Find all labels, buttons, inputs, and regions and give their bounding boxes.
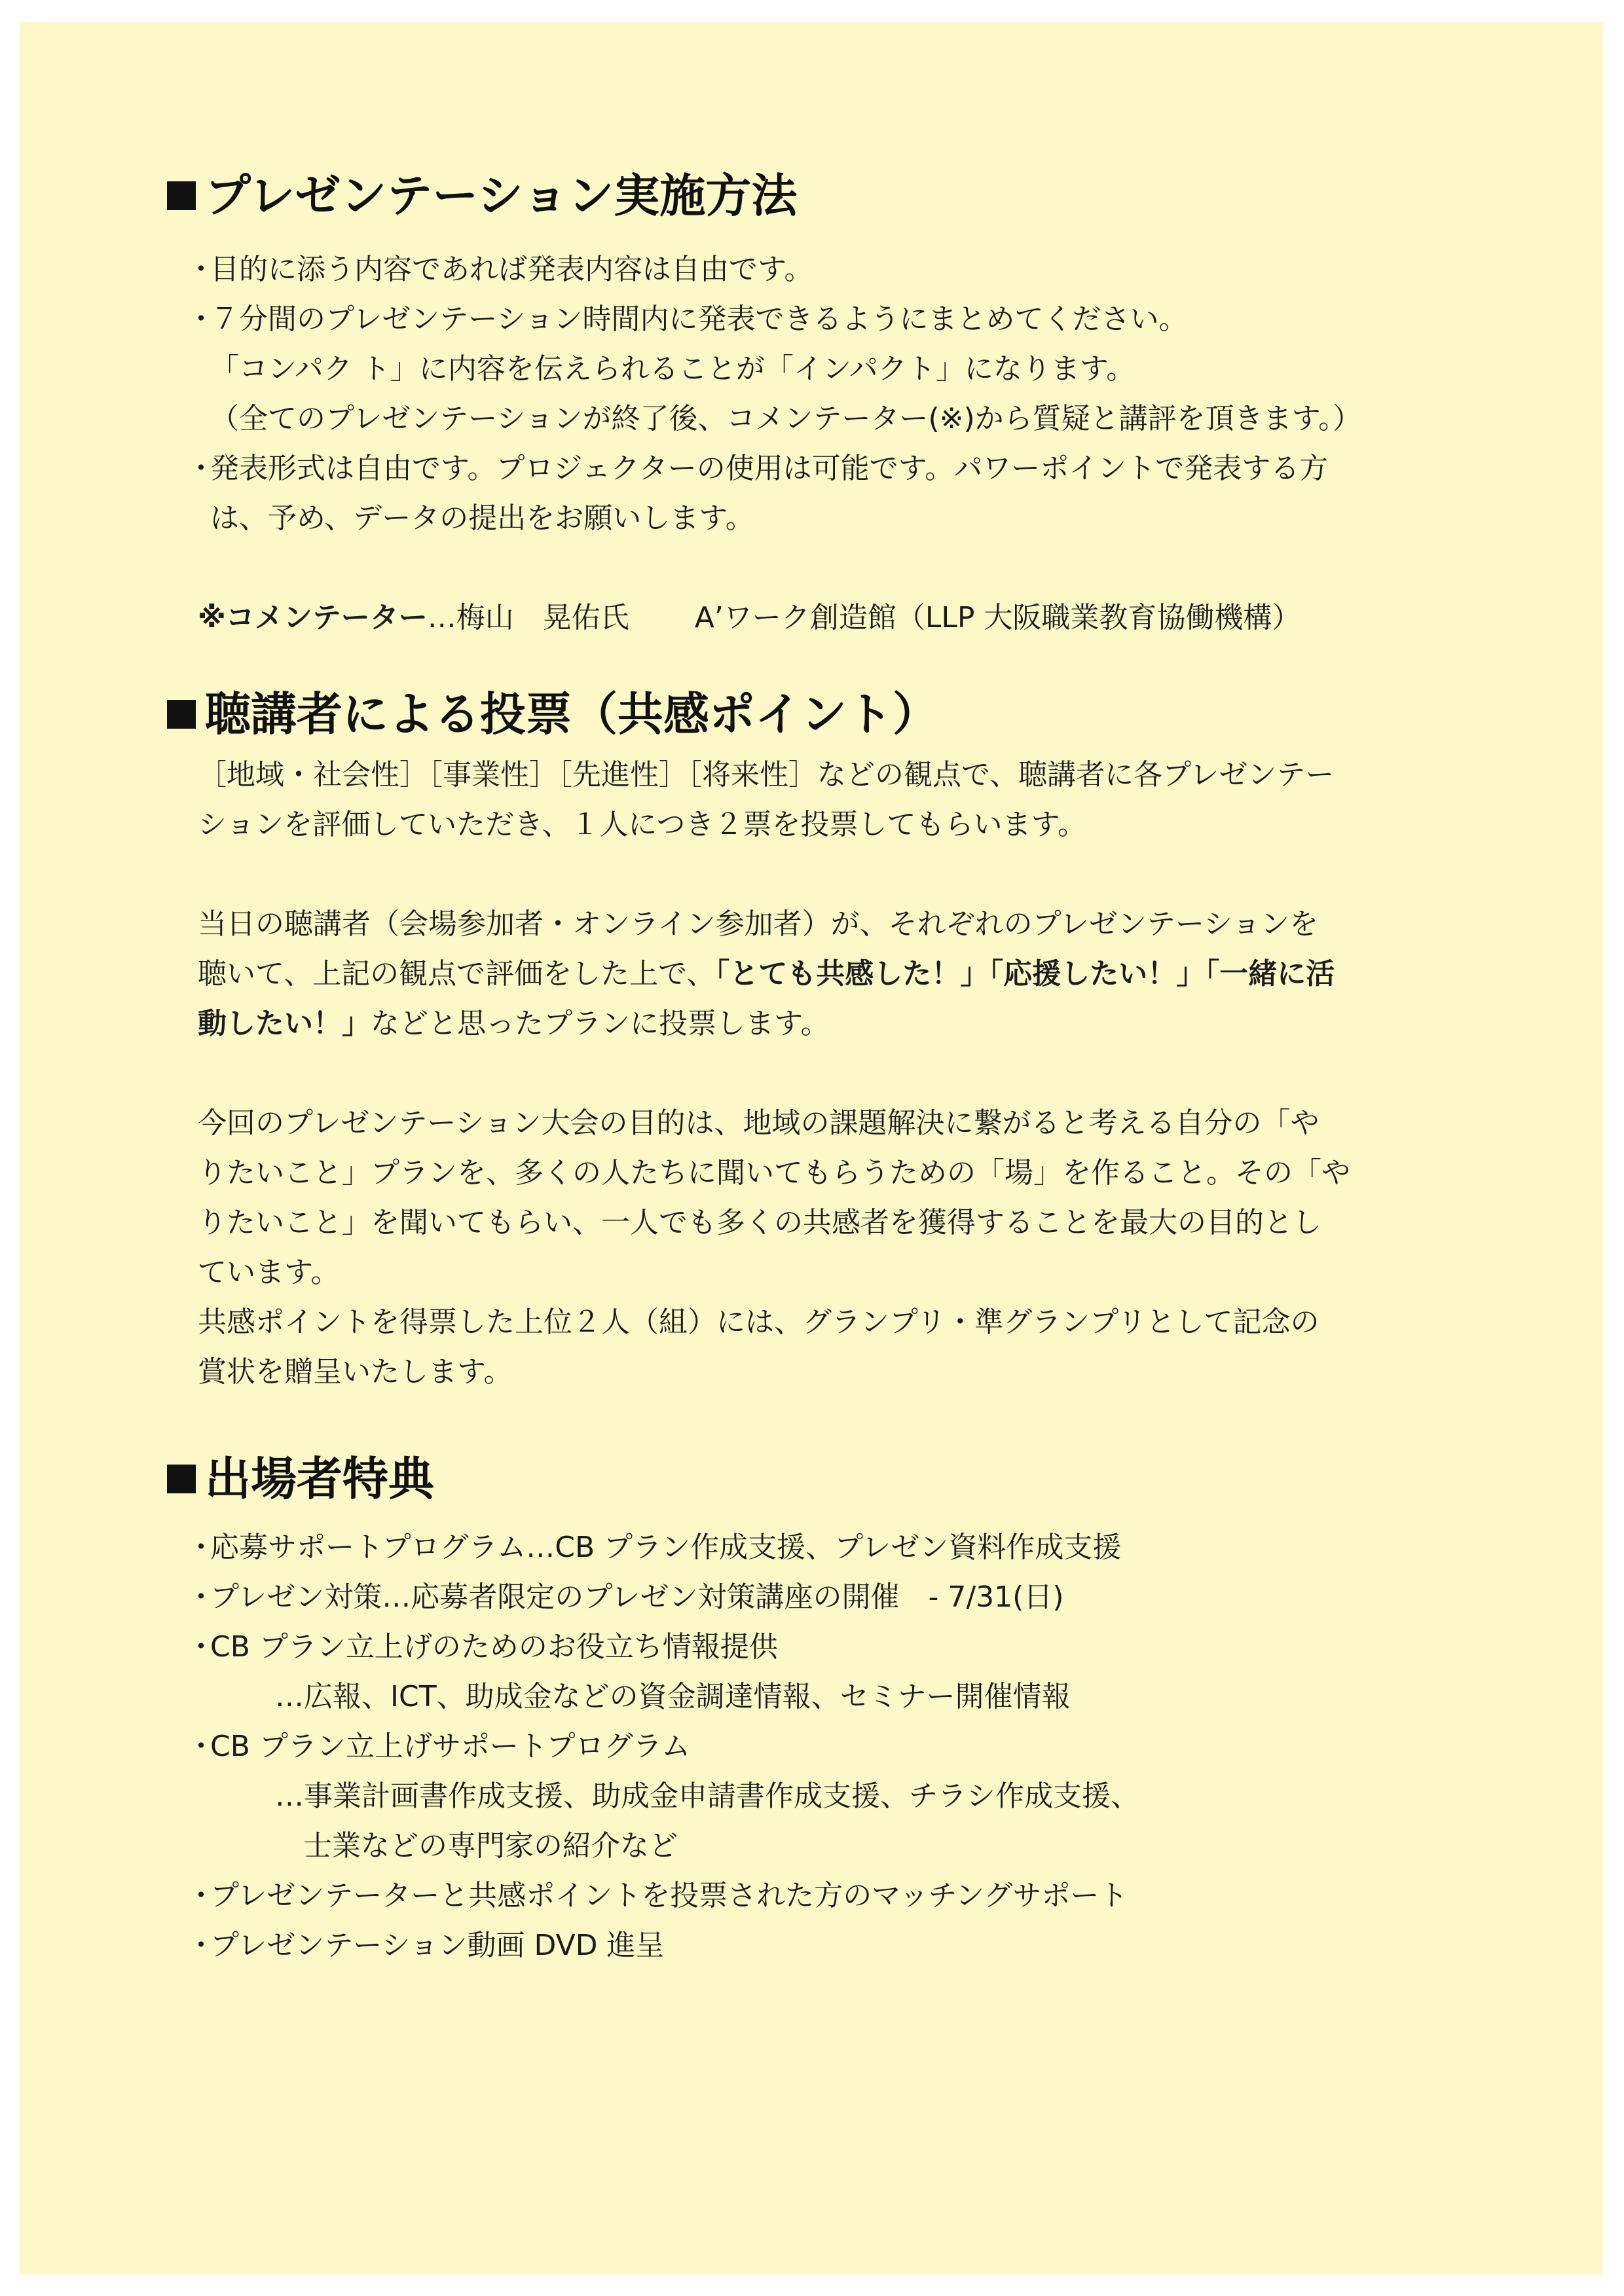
bullet-icon: ・ xyxy=(187,1879,215,1912)
heading-square-icon xyxy=(167,1465,196,1493)
commentator-line xyxy=(151,593,1526,643)
bullet-icon: ・ xyxy=(187,1531,215,1564)
bullet-icon: ・ xyxy=(187,253,215,286)
list-item: ・応募サポートプログラム…CB プラン作成支援、プレゼン資料作成支援 xyxy=(187,1523,1526,1573)
list-item: ・プレゼンテーターと共感ポイントを投票された方のマッチングサポート xyxy=(187,1871,1526,1921)
section-heading-participant-benefits xyxy=(167,1449,1526,1508)
commentator-name: …梅山 晃佑氏 xyxy=(427,601,629,634)
list-item: ・CB プラン立上げサポートプログラム xyxy=(187,1722,1526,1772)
list-item-subline: （全てのプレゼンテーションが終了後、コメンテーター(※)から質疑と講評を頂きます。） xyxy=(210,402,1362,435)
bullet-icon: ・ xyxy=(187,452,215,485)
voting-paragraph-2: 当日の聴講者（会場参加者・オンライン参加者）が、それぞれのプレゼンテーションを 聴いて、上記の観点で評価をした上で、「とても共感した！」「応援したい！」「一緒に活 動したい！」などと思ったプランに投票します。 xyxy=(198,907,1335,1040)
list-item-subline: 士業などの専門家の紹介など xyxy=(303,1829,678,1863)
bullet-icon: ・ xyxy=(187,1630,215,1664)
document-content xyxy=(151,166,1526,1971)
list-item-subline: …広報、ICT、助成金などの資金調達情報、セミナー開催情報 xyxy=(275,1680,1071,1713)
list-item: ・目的に添う内容であれば発表内容は自由です。 xyxy=(187,245,1526,295)
heading-square-icon xyxy=(167,700,196,729)
bullet-icon: ・ xyxy=(187,1929,215,1962)
section-title: 出場者特典 xyxy=(205,1452,434,1506)
bullet-icon: ・ xyxy=(187,302,215,336)
paper-background xyxy=(20,22,1603,2274)
section-title: 聴講者による投票（共感ポイント） xyxy=(205,687,938,741)
list-item-subline: は、予め、データの提出をお願いします。 xyxy=(210,501,754,535)
bullet-icon: ・ xyxy=(187,1730,215,1763)
section-heading-presentation-method xyxy=(167,166,1526,225)
benefits-list xyxy=(151,1523,1526,1971)
voting-paragraph-1: ［地域・社会性］［事業性］［先進性］［将来性］などの観点で、聴講者に各プレゼンテー ションを評価していただき、１人につき２票を投票してもらいます。 xyxy=(198,758,1335,841)
section-heading-audience-voting xyxy=(167,685,1526,744)
voting-paragraph-3: 今回のプレゼンテーション大会の目的は、地域の課題解決に繋がると考える自分の「や りたいこと」プランを、多くの人たちに聞いてもらうための「場」を作ること。その「や りたいこと」を聞いてもらい、一人でも多くの共感者を獲得することを最大の目的とし ています。 共感ポイントを得票した上位２人（組）には、グランプリ・準グランプリとして記念の 賞状を贈呈いたします。 xyxy=(198,1106,1350,1389)
commentator-label: ※コメンテーター xyxy=(198,601,428,634)
section-title: プレゼンテーション実施方法 xyxy=(205,169,798,223)
list-item-subline: …事業計画書作成支援、助成金申請書作成支援、チラシ作成支援、 xyxy=(275,1779,1139,1813)
presentation-method-list xyxy=(151,245,1526,543)
list-item: ・CB プラン立上げのためのお役立ち情報提供 xyxy=(187,1622,1526,1672)
list-item: ・発表形式は自由です。プロジェクターの使用は可能です。パワーポイントで発表する方 xyxy=(187,444,1526,494)
list-item: ・プレゼン対策…応募者限定のプレゼン対策講座の開催 - 7/31(日) xyxy=(187,1573,1526,1622)
commentator-organization: A’ワーク創造館（LLP 大阪職業教育協働機構） xyxy=(694,601,1301,634)
heading-square-icon xyxy=(167,181,196,210)
bullet-icon: ・ xyxy=(187,1580,215,1614)
list-item: ・プレゼンテーション動画 DVD 進呈 xyxy=(187,1921,1526,1971)
list-item-subline: 「コンパク ト」に内容を伝えられることが「インパクト」になります。 xyxy=(210,352,1135,386)
list-item: ・７分間のプレゼンテーション時間内に発表できるようにまとめてください。 xyxy=(187,295,1526,344)
